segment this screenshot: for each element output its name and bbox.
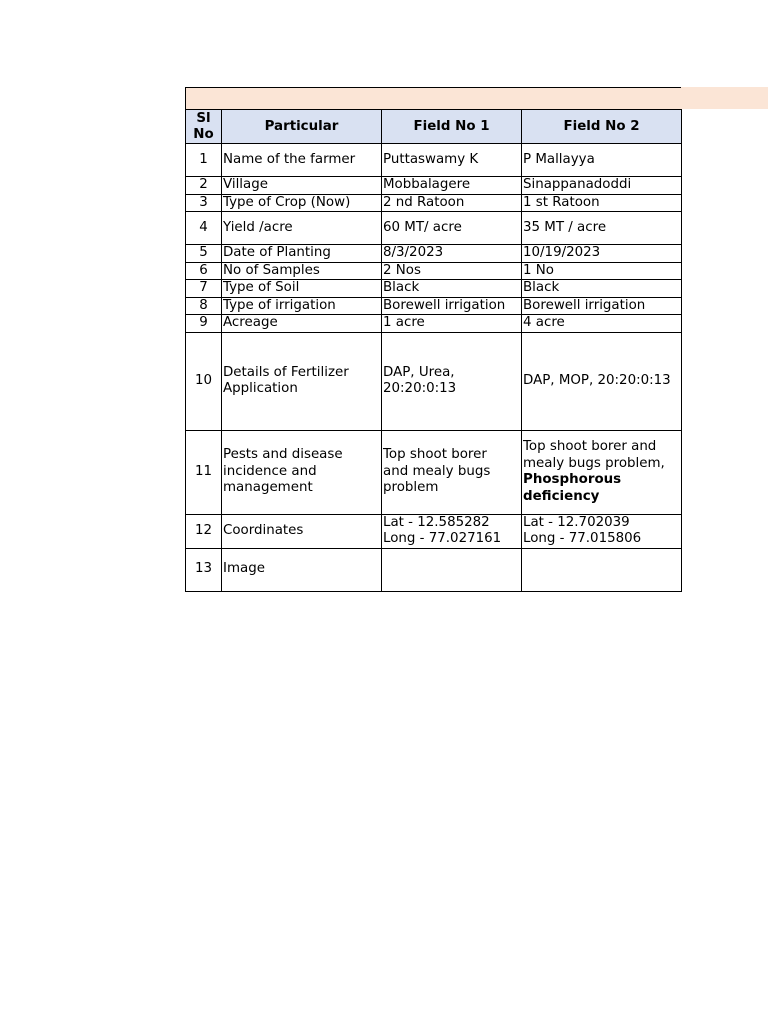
table-row bbox=[186, 280, 682, 298]
sl-no-cell: 7 bbox=[186, 280, 222, 298]
particular-cell: Date of Planting bbox=[222, 245, 382, 263]
particular-line: incidence and bbox=[223, 463, 317, 479]
field2-cell: 4 acre bbox=[522, 315, 682, 333]
field2-cell: DAP, MOP, 20:20:0:13 bbox=[522, 332, 682, 430]
header-row bbox=[186, 110, 682, 144]
sl-no-cell: 3 bbox=[186, 194, 222, 212]
field1-cell: 60 MT/ acre bbox=[382, 212, 522, 245]
particular-line: Details of Fertilizer bbox=[223, 364, 349, 380]
field2-bold-line: Phosphorous bbox=[523, 472, 622, 487]
field2-cell bbox=[522, 430, 682, 514]
field2-cell: 1 st Ratoon bbox=[522, 194, 682, 212]
field2-cell: 1 No bbox=[522, 262, 682, 280]
header-sl-no bbox=[186, 110, 222, 144]
field1-cell: Puttaswamy K bbox=[382, 144, 522, 177]
particular-cell: Type of irrigation bbox=[222, 297, 382, 315]
particular-cell: Acreage bbox=[222, 315, 382, 333]
field2-line: Lat - 12.702039 bbox=[523, 514, 630, 530]
particular-cell: Coordinates bbox=[222, 514, 382, 548]
sl-no-cell: 4 bbox=[186, 212, 222, 245]
field1-cell: Borewell irrigation bbox=[382, 297, 522, 315]
sl-no-cell: 9 bbox=[186, 315, 222, 333]
sl-no-cell: 10 bbox=[186, 332, 222, 430]
particular-cell: Village bbox=[222, 177, 382, 195]
particular-cell bbox=[222, 430, 382, 514]
field1-cell bbox=[382, 548, 522, 591]
particular-cell: Image bbox=[222, 548, 382, 591]
title-top-border bbox=[185, 87, 681, 88]
table-row bbox=[186, 212, 682, 245]
field1-line: Long - 77.027161 bbox=[383, 531, 502, 546]
field2-line: Top shoot borer and bbox=[523, 439, 657, 454]
field1-cell: 2 nd Ratoon bbox=[382, 194, 522, 212]
field2-cell: 10/19/2023 bbox=[522, 245, 682, 263]
table-row bbox=[186, 177, 682, 195]
field1-cell bbox=[382, 430, 522, 514]
table-row bbox=[186, 332, 682, 430]
field1-line: problem bbox=[383, 480, 439, 496]
field2-cell bbox=[522, 514, 682, 548]
field1-line: and mealy bugs bbox=[383, 463, 491, 479]
particular-cell: Type of Crop (Now) bbox=[222, 194, 382, 212]
sl-no-cell: 12 bbox=[186, 514, 222, 548]
field1-cell: 1 acre bbox=[382, 315, 522, 333]
sl-no-cell: 2 bbox=[186, 177, 222, 195]
title-band bbox=[186, 87, 768, 109]
particular-line: Application bbox=[223, 381, 298, 396]
table-row bbox=[186, 297, 682, 315]
table-row bbox=[186, 548, 682, 591]
field2-cell bbox=[522, 548, 682, 591]
field1-cell: 8/3/2023 bbox=[382, 245, 522, 263]
field1-line: Top shoot borer bbox=[383, 447, 487, 463]
header-sl-no-line1: Sl bbox=[196, 110, 211, 126]
field1-cell bbox=[382, 332, 522, 430]
sl-no-cell: 1 bbox=[186, 144, 222, 177]
particular-line: management bbox=[223, 480, 313, 496]
header-field-no-1: Field No 1 bbox=[382, 110, 522, 144]
field-details-table bbox=[185, 109, 682, 592]
field2-cell: Borewell irrigation bbox=[522, 297, 682, 315]
sl-no-cell: 5 bbox=[186, 245, 222, 263]
table-row bbox=[186, 262, 682, 280]
field2-line: mealy bugs problem, bbox=[523, 455, 665, 471]
header-field-no-2: Field No 2 bbox=[522, 110, 682, 144]
field1-cell bbox=[382, 514, 522, 548]
sl-no-cell: 13 bbox=[186, 548, 222, 591]
title-left-border bbox=[185, 87, 186, 110]
field1-line: 20:20:0:13 bbox=[383, 381, 457, 396]
particular-cell bbox=[222, 332, 382, 430]
sl-no-cell: 8 bbox=[186, 297, 222, 315]
table-row bbox=[186, 315, 682, 333]
field2-cell: P Mallayya bbox=[522, 144, 682, 177]
particular-cell: No of Samples bbox=[222, 262, 382, 280]
particular-cell: Name of the farmer bbox=[222, 144, 382, 177]
field2-cell: Black bbox=[522, 280, 682, 298]
sl-no-cell: 11 bbox=[186, 430, 222, 514]
table-row bbox=[186, 514, 682, 548]
sl-no-cell: 6 bbox=[186, 262, 222, 280]
field2-cell: Sinappanadoddi bbox=[522, 177, 682, 195]
table-row bbox=[186, 430, 682, 514]
field1-cell: 2 Nos bbox=[382, 262, 522, 280]
field1-line: Lat - 12.585282 bbox=[383, 514, 490, 530]
particular-line: Pests and disease bbox=[223, 447, 343, 463]
field1-cell: Black bbox=[382, 280, 522, 298]
particular-cell: Yield /acre bbox=[222, 212, 382, 245]
header-sl-no-line2: No bbox=[193, 126, 214, 142]
particular-cell: Type of Soil bbox=[222, 280, 382, 298]
field1-cell: Mobbalagere bbox=[382, 177, 522, 195]
field2-cell: 35 MT / acre bbox=[522, 212, 682, 245]
table-row bbox=[186, 245, 682, 263]
table-row bbox=[186, 144, 682, 177]
field1-line: DAP, Urea, bbox=[383, 364, 455, 380]
table-row bbox=[186, 194, 682, 212]
field2-line: Long - 77.015806 bbox=[523, 531, 642, 546]
header-particular: Particular bbox=[222, 110, 382, 144]
field2-bold-line: deficiency bbox=[523, 488, 600, 504]
